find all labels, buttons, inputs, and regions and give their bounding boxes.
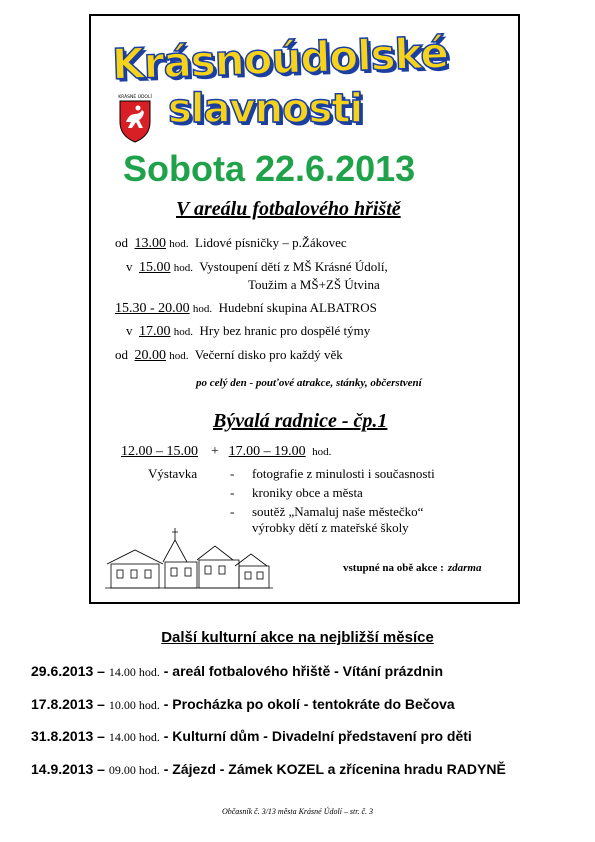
program-row: od 20.00 hod. Večerní disko pro každý věk (115, 347, 343, 363)
event-item: 29.6.2013 – 14.00 hod. - areál fotbalového hřiště - Vítání prázdnin (31, 663, 444, 679)
poster-title-line2: slavnosti (168, 86, 363, 132)
program-row: v 17.00 hod. Hry bez hranic pro dospělé týmy (126, 323, 371, 339)
exhibit-item: výrobky dětí z mateřské školy (252, 520, 409, 535)
crest-text: KRÁSNÉ ÚDOLÍ (118, 95, 152, 100)
section-heading-town-hall: Bývalá radnice - čp.1 (213, 410, 388, 432)
all-day-note: po celý den - pouťové atrakce, stánky, občerstvení (196, 377, 422, 389)
exhibit-dash: - (230, 485, 235, 500)
exhibit-label: Výstavka (148, 466, 198, 481)
coat-of-arms-icon (116, 92, 154, 144)
event-item: 17.8.2013 – 10.00 hod. - Procházka po okolí - tentokráte do Bečova (31, 696, 455, 712)
exhibit-item: soutěž „Namaluj naše městečko“ (252, 504, 424, 519)
opening-hours: 12.00 – 15.00 + 17.00 – 19.00 hod. (121, 444, 332, 459)
program-row-continued: Toužim a MŠ+ZŠ Útvina (248, 277, 380, 292)
town-hall-sketch-icon (105, 524, 273, 590)
poster-title-line1: Krásnoúdolské (111, 28, 449, 89)
section-heading-stadium: V areálu fotbalového hřiště (176, 198, 401, 220)
event-item: 14.9.2013 – 09.00 hod. - Zájezd - Zámek KOZEL a zřícenina hradu RADYNĚ (31, 761, 506, 777)
program-row: v 15.00 hod. Vystoupení dětí z MŠ Krásné Údolí, (126, 259, 388, 275)
program-row: od 13.00 hod. Lidové písničky – p.Žákovec (115, 235, 347, 251)
program-row: 15.30 - 20.00 hod. Hudební skupina ALBATROS (115, 300, 377, 316)
event-date: Sobota 22.6.2013 (123, 148, 416, 189)
entry-info: vstupné na obě akce : zdarma (343, 562, 482, 574)
exhibit-item: fotografie z minulosti i současnosti (252, 466, 435, 481)
exhibit-dash: - (230, 466, 235, 481)
event-item: 31.8.2013 – 14.00 hod. - Kulturní dům - Divadelní představení pro děti (31, 728, 472, 744)
exhibit-item: kroniky obce a města (252, 485, 363, 500)
exhibit-dash: - (230, 504, 235, 519)
page-footer: Občasník č. 3/13 města Krásné Údolí – str. č. 3 (221, 807, 374, 816)
upcoming-events-title: Další kulturní akce na nejbližší měsíce (161, 629, 434, 646)
